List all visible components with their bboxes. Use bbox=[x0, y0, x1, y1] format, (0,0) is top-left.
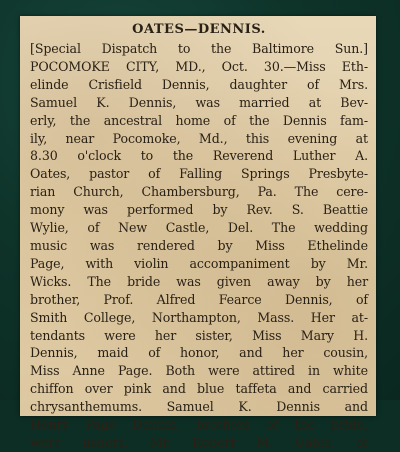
article-line: 8.30 o'clock to the Reverend Luther A. bbox=[30, 148, 368, 164]
article-line: music was rendered by Miss Ethelinde bbox=[30, 237, 368, 253]
article-line: chrysanthemums. Samuel K. Dennis and bbox=[30, 399, 368, 415]
article-line: Henry Page Dennis, brothers of the bride, bbox=[30, 417, 368, 433]
article-line: POCOMOKE CITY, MD., Oct. 30.—Miss Eth- bbox=[30, 58, 368, 74]
article-line: Wicks. The bride was given away by her bbox=[30, 273, 368, 289]
article-line: Oates, pastor of Falling Springs Presbyte- bbox=[30, 166, 368, 182]
article-line: Dennis, maid of honor, and her cousin, bbox=[30, 345, 368, 361]
newspaper-clipping bbox=[20, 16, 376, 450]
article-line: elinde Crisfield Dennis, daughter of Mrs. bbox=[30, 76, 368, 92]
article-line: mony was performed by Rev. S. Beattie bbox=[30, 202, 368, 218]
article-line: were ushers. Mr. Robert M. Oates, of bbox=[30, 434, 368, 450]
article-line: Wylie, of New Castle, Del. The wedding bbox=[30, 220, 368, 236]
article-headline: OATES—DENNIS. bbox=[132, 22, 266, 37]
article-line: [Special Dispatch to the Baltimore Sun.] bbox=[30, 41, 368, 56]
article-line: tendants were her sister, Miss Mary H. bbox=[30, 327, 368, 343]
article-line: Samuel K. Dennis, was married at Bev- bbox=[30, 94, 368, 110]
article-line: ily, near Pocomoke, Md., this evening at bbox=[30, 130, 368, 146]
article-line: rian Church, Chambersburg, Pa. The cere- bbox=[30, 184, 368, 200]
article-line: Page, with violin accompaniment by Mr. bbox=[30, 255, 368, 271]
article-line: chiffon over pink and blue taffeta and carried bbox=[30, 381, 368, 397]
article-line: brother, Prof. Alfred Fearce Dennis, of bbox=[30, 291, 368, 307]
article-body bbox=[30, 40, 368, 452]
article-line: erly, the ancestral home of the Dennis fam- bbox=[30, 112, 368, 128]
article-line: Miss Anne Page. Both were attired in white bbox=[30, 363, 368, 379]
article-line: Smith College, Northampton, Mass. Her at- bbox=[30, 309, 368, 325]
